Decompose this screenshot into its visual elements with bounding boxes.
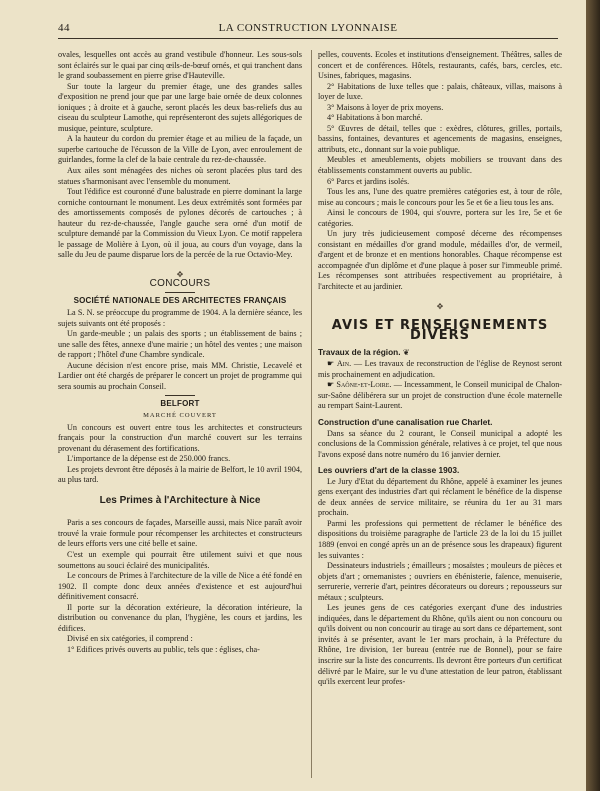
- ouvriers-title: Les ouvriers d'art de la classe 1903.: [318, 465, 460, 476]
- belfort-title: BELFORT: [160, 399, 200, 409]
- ornament-icon: ✥: [176, 269, 184, 279]
- paragraph: 5° Œuvres de détail, telles que : exèdres, clôtures, grilles, portails, bassins, fontaines, devantures et agencements de magasins, enseignes, attributs, etc., donnant sur la voie publique.: [318, 123, 562, 154]
- paragraph: Tous les ans, l'une des quatre premières catégories est, à tour de rôle, mise au concours ; mais le concours pour les 5e et 6e a lieu tous les ans.: [318, 187, 562, 207]
- column-divider: [311, 50, 312, 778]
- page-number: 44: [58, 22, 70, 34]
- paragraph: Dans sa séance du 2 courant, le Conseil municipal a adopté les conclusions de la Commission générale, relatives à ce projet, tel que nous l'avons exposé dans notre numéro du 16 janvier dernier.: [318, 428, 562, 459]
- avis-title: AVIS ET RENSEIGNEMENTS DIVERS: [331, 317, 549, 344]
- paragraph: L'importance de la dépense est de 250.000 francs.: [67, 454, 231, 464]
- primes-title: Les Primes à l'Architecture à Nice: [99, 494, 261, 506]
- concours-title: CONCOURS: [149, 277, 211, 289]
- journal-title: LA CONSTRUCTION LYONNAISE: [218, 22, 398, 34]
- item-text: — Les travaux de reconstruction de l'église de Reynost seront mis prochainement en adjudication.: [318, 359, 563, 379]
- ornament-icon: ✥: [436, 301, 444, 311]
- divider: [165, 395, 195, 396]
- paragraph: 3° Maisons à loyer de prix moyens.: [327, 102, 444, 112]
- paragraph: A la hauteur du cordon du premier étage et au milieu de la façade, un superbe cartouche de l'écusson de la Ville de Lyon, avec enroulement de guirlandes, forme la clef de la baie centrale du rez-de-chaussée.: [58, 134, 302, 165]
- paragraph: Le concours de Primes à l'architecture de la ville de Nice a été fondé en 1902. Il compte donc deux années d'existence et est aujourd'hui définitivement consacré.: [58, 571, 302, 602]
- paragraph: Dessinateurs industriels ; émailleurs ; mosaïstes ; mouleurs de pièces et objets d'art ; ornemanistes ; ouvriers en ébénisterie, faïence, menuiserie, serrurerie, verrerie d'art, peintres décorateurs ou doreurs ; repousseurs sur métaux ; sculpteurs.: [318, 561, 562, 602]
- paragraph: Paris a ses concours de façades, Marseille aussi, mais Nice paraît avoir trouvé la vraie formule pour récompenser les architectes et constructeurs de leurs efforts vers une cité belle et saine.: [58, 518, 302, 549]
- paragraph: Un concours est ouvert entre tous les architectes et constructeurs français pour la construction d'un marché couvert sur les terrains provenant du dérasement des fortifications.: [58, 422, 302, 453]
- paragraph: 6° Parcs et jardins isolés.: [327, 176, 410, 186]
- place-name: Ain.: [336, 359, 352, 369]
- travaux-item: [318, 359, 562, 380]
- paragraph: pelles, couvents. Ecoles et institutions d'enseignement. Théâtres, salles de concert et de conférences. Hôtels, restaurants, cafés, bars, cercles, etc. Usines, fabriques, magasins.: [318, 50, 562, 81]
- paragraph: 4° Habitations à bon marché.: [327, 113, 423, 123]
- belfort-subtitle: MARCHÉ COUVERT: [143, 411, 217, 419]
- ornament-icon: ❦: [402, 347, 411, 357]
- pointing-hand-icon: ☛: [327, 359, 335, 369]
- paragraph: Meubles et ameublements, objets mobiliers se trouvant dans des établissements constamment ouverts au public.: [318, 155, 562, 176]
- paragraph: C'est un exemple qui pourrait être utilement suivi et que nous soumettons au souci éclairé des municipalités.: [58, 549, 302, 570]
- header-rule: [58, 38, 558, 39]
- right-column: [318, 50, 562, 688]
- paragraph: ovales, lesquelles ont accès au grand vestibule d'honneur. Les sous-sols sont éclairés sur le quai par cinq œils-de-bœuf ornés, et qui tranchent dans le grand soubassement en pierre grise d'Hauteville.: [58, 50, 302, 81]
- paragraph: Parmi les professions qui permettent de réclamer le bénéfice des dispositions du troisième paragraphe de l'article 23 de la loi du 15 juillet 1889 (envoi en congé après un an de présence sous les drapeaux) figurent les suivantes :: [318, 518, 562, 560]
- item-text: — Incessamment, le Conseil municipal de Chalon-sur-Saône délibérera sur un projet de construction d'une école maternelle au rempart Saint-Laurent.: [318, 380, 563, 411]
- avis-heading: [318, 317, 562, 344]
- concours-heading: [58, 271, 302, 294]
- paragraph: Aux ailes sont ménagées des niches où seront placées plus tard des statues s'harmonisant avec l'ensemble du monument.: [58, 166, 302, 186]
- book-spine: [586, 0, 600, 791]
- paragraph: Ainsi le concours de 1904, qui s'ouvre, portera sur les 1re, 5e et 6e catégories.: [318, 208, 562, 228]
- ornament-divider: [318, 303, 562, 311]
- paragraph: Les jeunes gens de ces catégories exerçant d'une des industries indiquées, dans le département du Rhône, qu'ils aient ou non concouru ou qu'ils doivent ou non concourir au tirage au sort dans ce département, sont invités à se présenter, avant le 1er mars prochain, à la Préfecture du Rhône, 1re division, 1er bureau (entrée rue de Bonnel), pour se faire inscrire sur la liste des concurrents. Ils devront être porteurs d'un certificat délivré par le Maire, sur le vu d'une attestation de leur patron, établissant qu'ils exercent leur profes-: [318, 603, 562, 687]
- place-name: Saône-et-Loire.: [336, 380, 392, 390]
- canal-title: Construction d'une canalisation rue Charlet.: [318, 416, 493, 427]
- paragraph: Divisé en six catégories, il comprend :: [67, 634, 193, 644]
- paragraph: Les projets devront être déposés à la mairie de Belfort, le 10 avril 1904, au plus tard.: [58, 464, 302, 485]
- societe-title: SOCIÉTÉ NATIONALE DES ARCHITECTES FRANÇAIS: [73, 296, 287, 306]
- paragraph: Le Jury d'Etat du département du Rhône, appelé à examiner les jeunes gens exerçant des industries d'art qui réclament le bénéfice de la dispense de deux années de service militaire, se réunira du 1er au 31 mars prochain.: [318, 476, 562, 518]
- paragraph: La S. N. se préoccupe du programme de 1904. A la dernière séance, les sujets suivants ont été proposés :: [58, 308, 302, 328]
- left-column: [58, 50, 302, 655]
- paragraph: Un garde-meuble ; un palais des sports ; un établissement de bains ; une salle des fêtes, annexe d'une mairie ; un hôtel des ventes ; une maison de rapport ; l'hôtel d'une Chambre syndicale.: [58, 329, 302, 360]
- page-header: [58, 22, 558, 36]
- paragraph: 1° Edifices privés ouverts au public, tels que : églises, cha-: [67, 644, 260, 654]
- divider: [165, 292, 195, 293]
- paragraph: 2° Habitations de luxe telles que : palais, châteaux, villas, maisons à loyer de luxe.: [318, 81, 562, 102]
- paragraph: Aucune décision n'est encore prise, mais MM. Christie, Lecavelé et Lardier ont été chargés de préparer le concert un projet de programme qui sera soumis au prochain Conseil.: [58, 360, 302, 391]
- travaux-item: [318, 380, 562, 412]
- paragraph: Sur toute la largeur du premier étage, une des grandes salles d'exposition ne prend jour que par une large baie ornée de deux colonnes ioniques ; à droite et à gauche, seront placés les deux bas-reliefs dus au ciseau du sculpteur Lamothe, qui représenteront des sujets allégoriques de musique, peinture, sculpture.: [58, 81, 302, 133]
- paragraph: Tout l'édifice est couronné d'une balustrade en pierre dominant la large corniche contournant le monument. Les deux extrémités sont formées par des amortissements composés de pylones décorés de cartouches ; à hauteur du rez-de-chaussée, l'angle gauche sera orné d'un motif de sculpture demandé par la Commission du Vieux Lyon. Ce motif rappelera le passage de Molière à Lyon, où il joua, au cours d'un voyage, dans la salle du Jeu de paume disparue lors de la percée de la rue Octavio-Mey.: [58, 187, 302, 260]
- travaux-title: Travaux de la région. ❦: [318, 346, 411, 357]
- paragraph: Il porte sur la décoration extérieure, la décoration intérieure, la distribution ou convenance du plan, l'hygiène, les cours et jardins, les édifices.: [58, 602, 302, 633]
- pointing-hand-icon: ☛: [327, 380, 335, 390]
- paragraph: Un jury très judicieusement composé décerne des récompenses consistant en médailles d'or grand module, médailles d'or, de vermeil, d'argent et de bronze et en mentions honorables. Chaque récompense est accompagnée d'un diplôme et d'une plaque à poser sur l'immeuble primé. Les récompenses sont attribuées respectivement au propriétaire, à l'architecte et au jardinier.: [318, 229, 562, 292]
